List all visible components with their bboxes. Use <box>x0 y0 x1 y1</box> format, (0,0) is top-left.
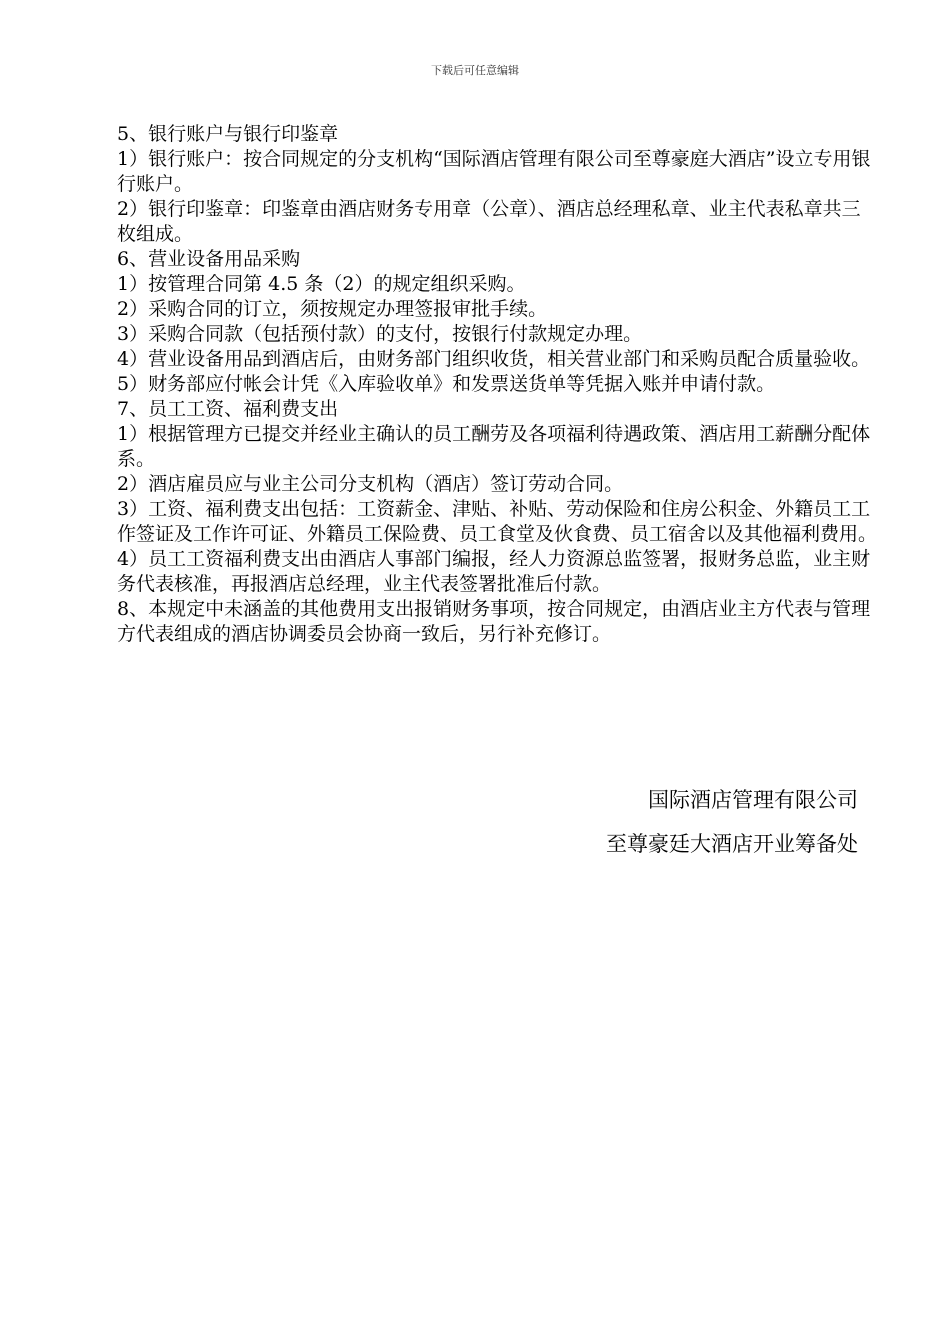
paragraph: 1）根据管理方已提交并经业主确认的员工酬劳及各项福利待遇政策、酒店用工薪酬分配体系。 <box>117 423 871 470</box>
paragraph: 2）银行印鉴章：印鉴章由酒店财务专用章（公章）、酒店总经理私章、业主代表私章共三枚组成。 <box>117 198 861 245</box>
signature-company: 国际酒店管理有限公司 <box>648 788 858 812</box>
document-body <box>117 122 877 647</box>
signature-office: 至尊豪廷大酒店开业筹备处 <box>606 832 858 856</box>
paragraph: 2）酒店雇员应与业主公司分支机构（酒店）签订劳动合同。 <box>117 473 624 495</box>
section-heading-other: 8、本规定中未涵盖的其他费用支出报销财务事项，按合同规定，由酒店业主方代表与管理方代表组成的酒店协调委员会协商一致后，另行补充修订。 <box>117 598 871 645</box>
paragraph: 3）采购合同款（包括预付款）的支付，按银行付款规定办理。 <box>117 323 643 345</box>
page-header-note: 下载后可任意编辑 <box>431 64 519 77</box>
paragraph: 2）采购合同的订立，须按规定办理签报审批手续。 <box>117 298 548 320</box>
paragraph: 1）银行账户：按合同规定的分支机构“国际酒店管理有限公司至尊豪庭大酒店”设立专用银行账户。 <box>117 148 871 195</box>
paragraph: 3）工资、福利费支出包括：工资薪金、津贴、补贴、劳动保险和住房公积金、外籍员工工作签证及工作许可证、外籍员工保险费、员工食堂及伙食费、员工宿舍以及其他福利费用。 <box>117 498 878 545</box>
paragraph: 5）财务部应付帐会计凭《入库验收单》和发票送货单等凭据入账并申请付款。 <box>117 373 776 395</box>
section-heading-procurement: 6、营业设备用品采购 <box>117 248 301 270</box>
section-heading-payroll: 7、员工工资、福利费支出 <box>117 398 339 420</box>
paragraph: 4）员工工资福利费支出由酒店人事部门编报，经人力资源总监签署，报财务总监，业主财务代表核准，再报酒店总经理，业主代表签署批准后付款。 <box>117 548 871 595</box>
section-heading-bank: 5、银行账户与银行印鉴章 <box>117 123 339 145</box>
signature-block <box>606 778 858 866</box>
paragraph: 4）营业设备用品到酒店后，由财务部门组织收货，相关营业部门和采购员配合质量验收。 <box>117 348 871 370</box>
paragraph: 1）按管理合同第 4.5 条（2）的规定组织采购。 <box>117 273 526 295</box>
